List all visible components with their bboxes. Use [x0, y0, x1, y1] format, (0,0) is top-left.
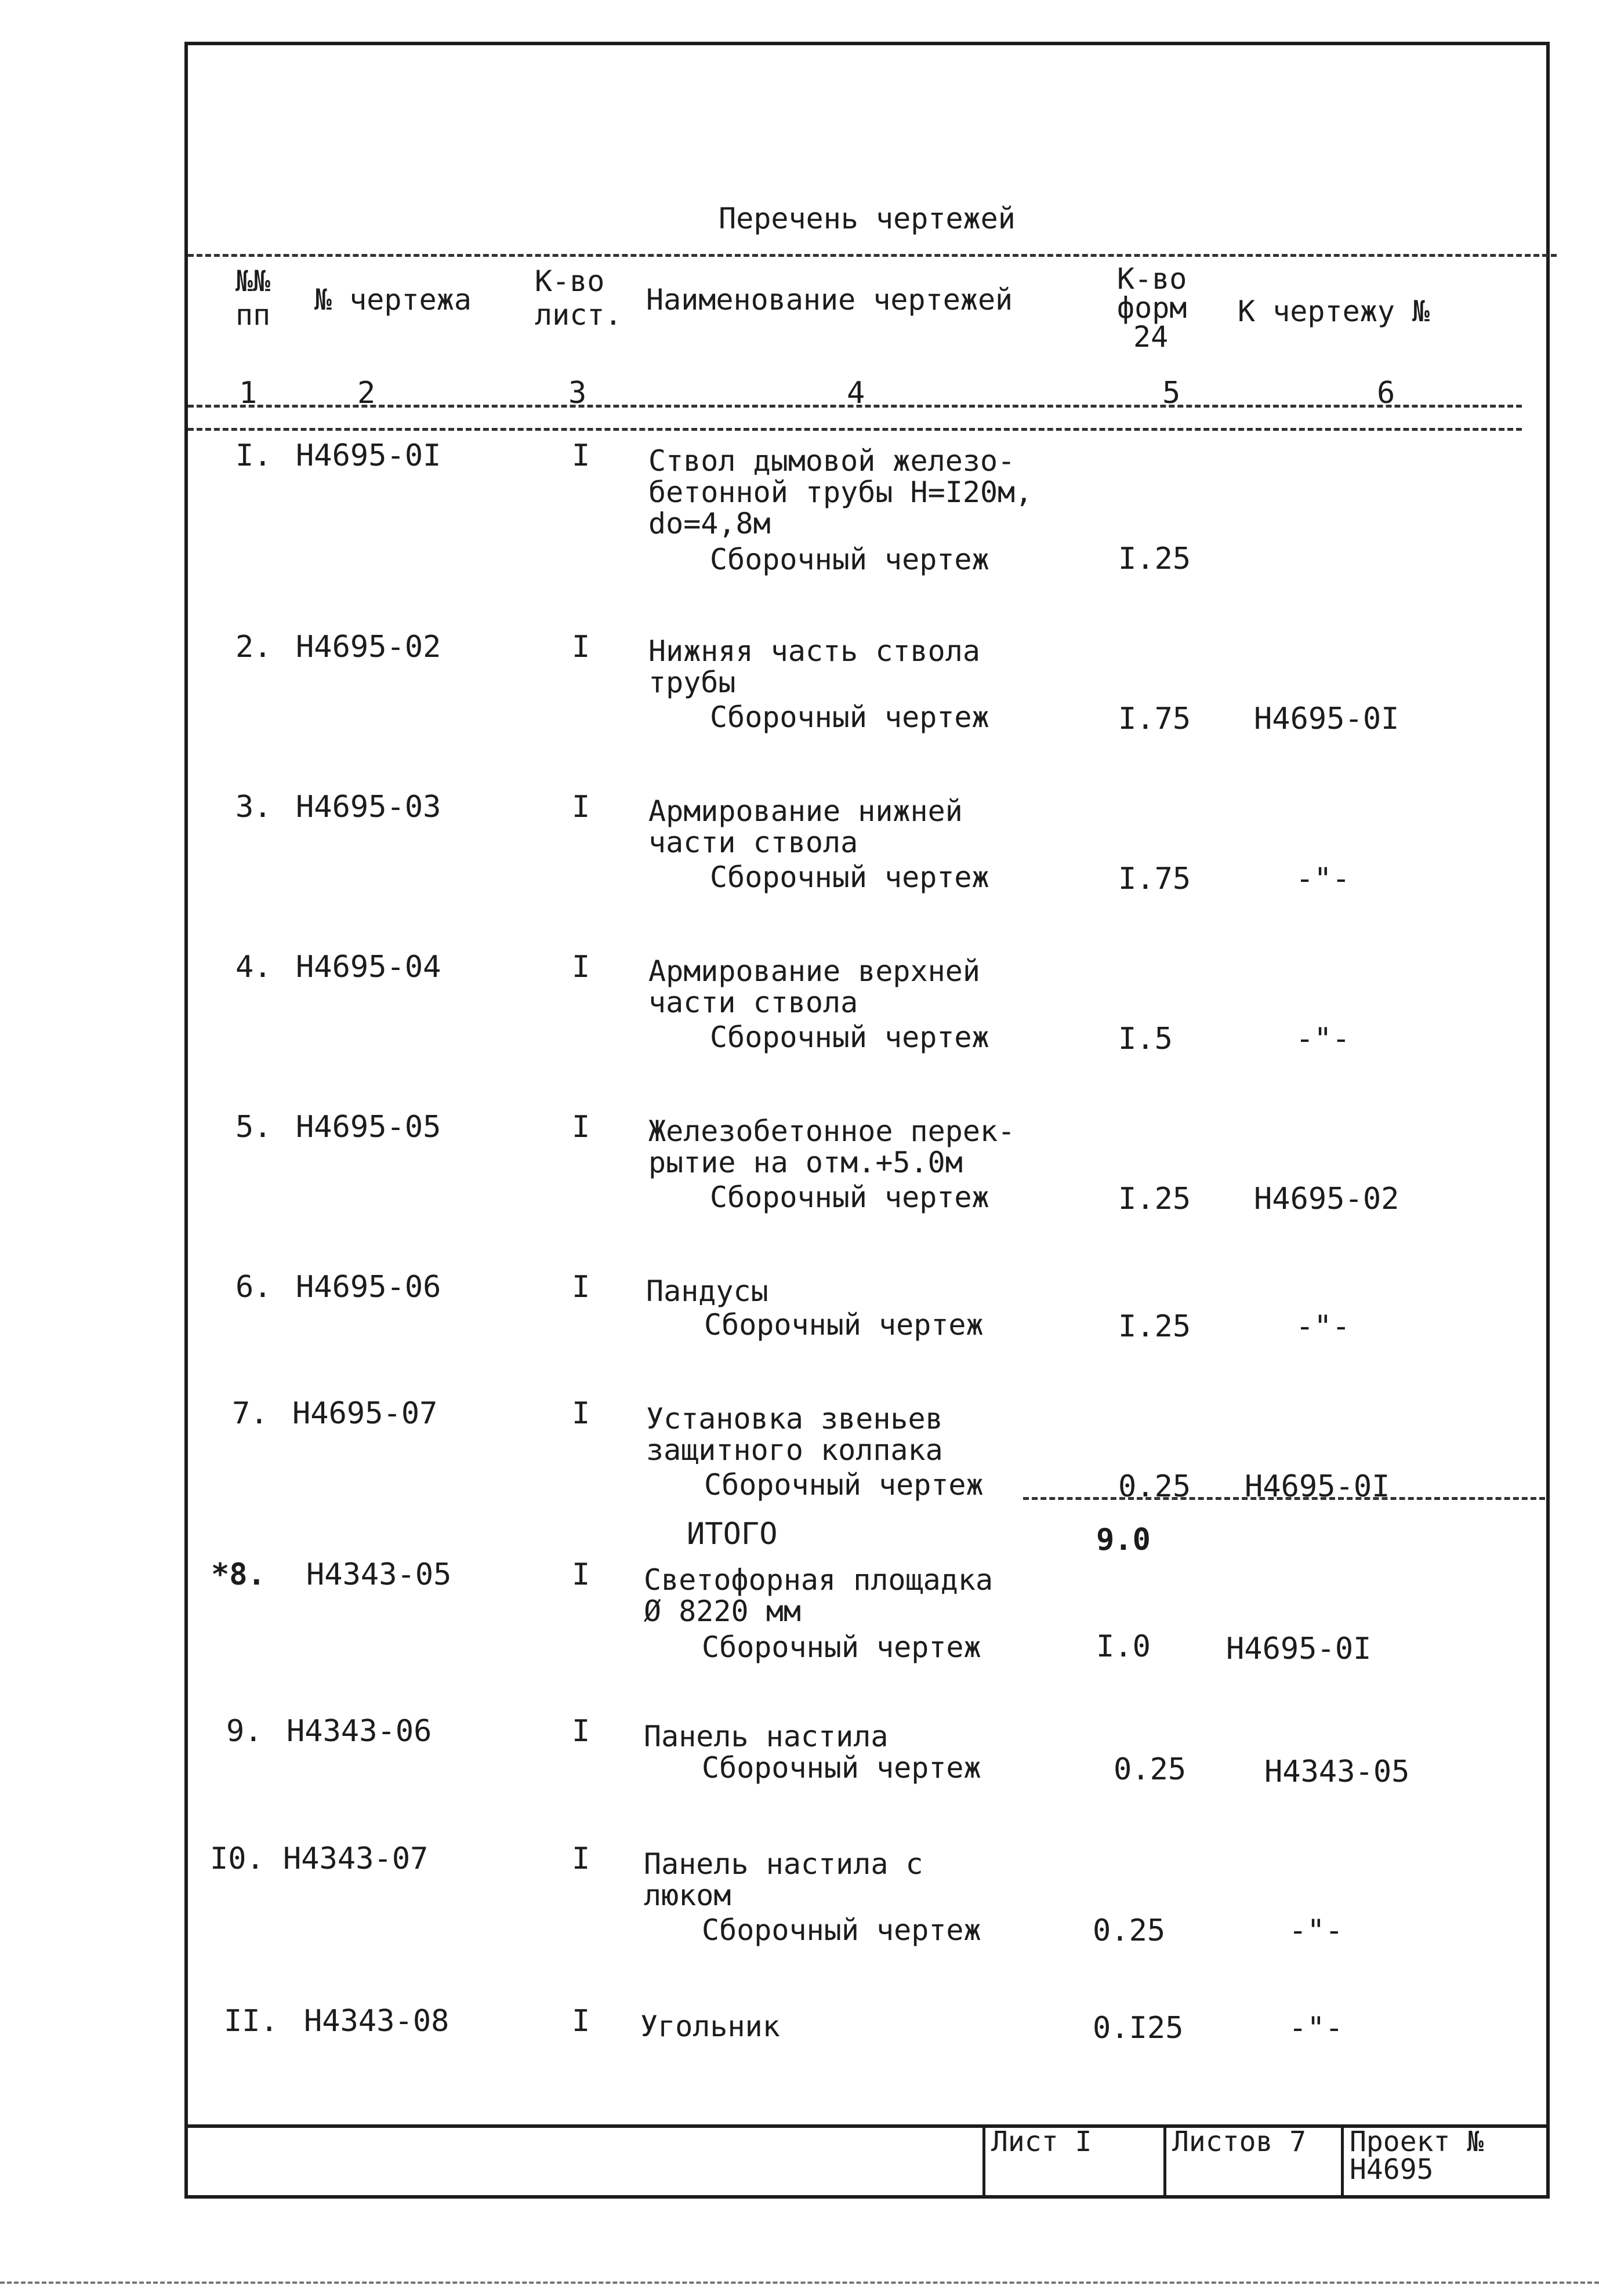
sheet-count: I — [572, 1714, 590, 1749]
row-number: I. — [235, 438, 272, 473]
column-number: 2 — [357, 376, 376, 410]
sheet-count: I — [572, 438, 590, 473]
project-number: Проект № Н4695 — [1341, 2128, 1550, 2195]
row-number: 7. — [232, 1396, 269, 1431]
sheet-number: Лист I — [982, 2128, 1163, 2195]
assembly-label: Сборочный чертеж — [710, 860, 989, 894]
sheets-total: Листов 7 — [1163, 2128, 1341, 2195]
row-number: *8. — [211, 1557, 266, 1592]
sheet-count: I — [572, 950, 590, 984]
reference-drawing: -"- — [1296, 1022, 1350, 1056]
drawing-name: Пандусы — [646, 1274, 768, 1308]
reference-drawing: -"- — [1296, 1309, 1350, 1344]
row-number: 9. — [226, 1714, 263, 1749]
forms-count: I.25 — [1118, 1309, 1191, 1344]
sheet-count: I — [572, 1396, 590, 1431]
drawing-code: Н4695-05 — [296, 1110, 441, 1145]
row-number: 4. — [235, 950, 272, 984]
sheet-count: I — [572, 2004, 590, 2039]
forms-count: I.25 — [1118, 1182, 1191, 1216]
column-number: 4 — [847, 376, 865, 410]
reference-drawing: -"- — [1289, 2011, 1343, 2046]
reference-drawing: Н4695-0I — [1254, 702, 1399, 736]
sheet-count: I — [572, 1270, 590, 1305]
column-number: 6 — [1377, 376, 1395, 410]
drawing-name: Армирование верхней части ствола — [648, 954, 980, 1019]
assembly-label: Сборочный чертеж — [702, 1751, 981, 1785]
header-sheets: К-во лист. — [535, 264, 622, 332]
total-label: ИТОГО — [687, 1517, 778, 1552]
row-number: 2. — [235, 630, 272, 664]
reference-drawing: Н4695-0I — [1245, 1469, 1390, 1504]
scan-edge-line — [0, 2282, 1599, 2284]
assembly-label: Сборочный чертеж — [710, 700, 989, 734]
header-num: №№ пп — [235, 264, 271, 332]
header-ref: К чертежу № — [1238, 295, 1430, 328]
reference-drawing: -"- — [1289, 1913, 1343, 1948]
drawing-name: Панель настила с люком — [644, 1847, 923, 1912]
assembly-label: Сборочный чертеж — [704, 1308, 984, 1342]
row-number: 6. — [235, 1270, 272, 1305]
drawing-frame — [184, 42, 1550, 2199]
drawing-name: Светофорная площадка Ø 8220 мм — [644, 1563, 994, 1628]
sheet-count: I — [572, 1557, 590, 1592]
drawing-code: Н4695-0I — [296, 438, 441, 473]
drawing-code: Н4343-08 — [304, 2004, 449, 2039]
forms-count: I.75 — [1118, 862, 1191, 896]
reference-drawing: -"- — [1296, 862, 1350, 896]
drawing-name: Угольник — [640, 2010, 780, 2043]
row-number: 5. — [235, 1110, 272, 1145]
reference-drawing: Н4343-05 — [1264, 1754, 1410, 1789]
row-number: II. — [224, 2004, 278, 2039]
column-number: 1 — [239, 376, 258, 410]
drawing-code: Н4695-03 — [296, 790, 441, 824]
row-number: 3. — [235, 790, 272, 824]
sheet-count: I — [572, 1841, 590, 1876]
drawing-code: Н4343-06 — [287, 1714, 432, 1749]
drawing-name: Панель настила — [644, 1720, 889, 1753]
drawing-name: Армирование нижней части ствола — [648, 794, 963, 859]
sheet-count: I — [572, 790, 590, 824]
assembly-label: Сборочный чертеж — [710, 1020, 989, 1054]
drawing-name: Ствол дымовой железо- бетонной трубы Н=I20м, do=4,8м — [648, 444, 1033, 540]
forms-count: 0.25 — [1114, 1752, 1187, 1787]
assembly-label: Сборочный чертеж — [710, 1180, 989, 1214]
page-title: Перечень чертежей — [719, 202, 1016, 235]
column-number: 5 — [1162, 376, 1181, 410]
drawing-code: Н4695-04 — [296, 950, 441, 984]
drawing-code: Н4343-05 — [306, 1557, 452, 1592]
assembly-label: Сборочный чертеж — [710, 543, 989, 576]
forms-count: 0.25 — [1093, 1913, 1166, 1948]
forms-count: I.5 — [1118, 1022, 1173, 1056]
reference-drawing: Н4695-0I — [1226, 1632, 1372, 1666]
total-value: 9.0 — [1096, 1523, 1151, 1557]
forms-count: 0.I25 — [1093, 2011, 1184, 2046]
drawing-code: Н4695-06 — [296, 1270, 441, 1305]
reference-drawing: Н4695-02 — [1254, 1182, 1399, 1216]
header-bottom-divider — [188, 428, 1522, 431]
header-drawing: № чертежа — [314, 283, 472, 317]
sheet-count: I — [572, 630, 590, 664]
total-divider — [1023, 1497, 1545, 1500]
assembly-label: Сборочный чертеж — [704, 1468, 984, 1502]
drawing-name: Железобетонное перек- рытие на отм.+5.0м — [648, 1114, 1016, 1179]
column-number: 3 — [568, 376, 587, 410]
title-block — [188, 2124, 1546, 2195]
forms-count: 0.25 — [1118, 1469, 1191, 1504]
drawing-name: Установка звеньев защитного колпака — [646, 1402, 943, 1467]
forms-count: I.0 — [1096, 1629, 1151, 1664]
drawing-code: Н4343-07 — [283, 1841, 429, 1876]
drawing-name: Нижняя часть ствола трубы — [648, 634, 980, 699]
header-top-divider — [188, 254, 1557, 257]
sheet-count: I — [572, 1110, 590, 1145]
forms-count: I.25 — [1118, 542, 1191, 576]
assembly-label: Сборочный чертеж — [702, 1913, 981, 1947]
header-name: Наименование чертежей — [646, 283, 1013, 317]
drawing-code: Н4695-02 — [296, 630, 441, 664]
header-forms: К-во форм 24 — [1117, 262, 1187, 354]
forms-count: I.75 — [1118, 702, 1191, 736]
assembly-label: Сборочный чертеж — [702, 1630, 981, 1664]
row-number: I0. — [210, 1841, 264, 1876]
drawing-code: Н4695-07 — [292, 1396, 438, 1431]
